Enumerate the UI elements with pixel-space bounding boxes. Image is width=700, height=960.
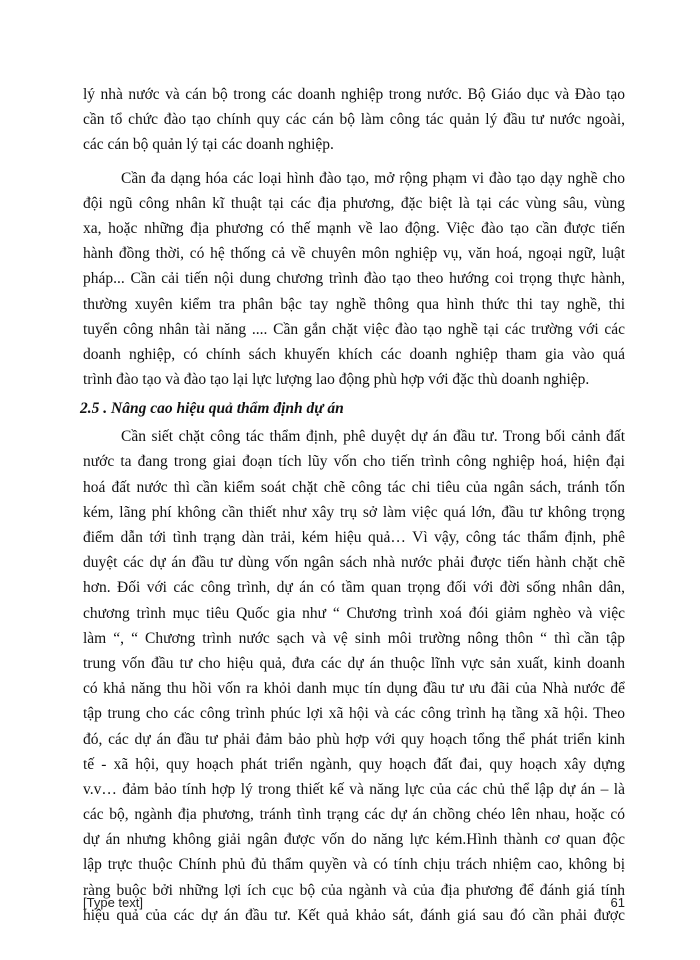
text-line: hành đồng thời, có hệ thống cả về chuyên môn nghiệp vụ, văn hoá, ngoại ngữ, luật <box>83 245 625 263</box>
text-line: cần tổ chức đào tạo chính quy các cán bộ làm công tác quản lý đầu tư nước ngoài, <box>83 111 625 129</box>
footer-placeholder-text: [Type text] <box>83 895 143 910</box>
text-line: hiệu quả của các dự án đầu tư. Kết quả khảo sát, đánh giá sau đó cần phải được <box>83 906 625 924</box>
text-line: ràng buộc bởi những lợi ích cục bộ của ngành và của địa phương để đánh giá tính <box>83 881 625 899</box>
text-line: nước ta đang trong giai đoạn tích lũy vốn cho tiến trình công nghiệp hoá, hiện đại <box>83 453 625 471</box>
text-line: hoá đất nước thì cần kiểm soát chặt chẽ công tác chi tiêu của ngân sách, tránh tốn <box>83 478 625 496</box>
text-line: kém, lãng phí không cần thiết như xây trụ sở làm việc quá lớn, đầu tư không trọng <box>83 503 625 521</box>
paragraph <box>83 82 625 158</box>
text-line: xa, hoặc những địa phương có thế mạnh về lao động. Việc đào tạo cần được tiến <box>83 219 625 237</box>
page-footer <box>83 895 625 910</box>
text-line: duyệt các dự án đầu tư dùng vốn ngân sách nhà nước phải được tiến hành chặt chẽ <box>83 554 625 572</box>
text-line: doanh nghiệp, có chính sách khuyến khích các doanh nghiệp tham gia vào quá <box>83 345 625 363</box>
text-line: điểm dẫn tới tình trạng dàn trải, kém hiệu quả… Vì vậy, công tác thẩm định, phê <box>83 529 625 546</box>
text-line: v.v… đảm bảo tính hợp lý trong thiết kế và năng lực của các chủ thể lập dự án – là <box>83 780 625 798</box>
text-line: dự án nhưng không giải ngân được vốn do năng lực kém.Hình thành cơ quan độc <box>83 831 625 849</box>
text-line: lý nhà nước và cán bộ trong các doanh nghiệp trong nước. Bộ Giáo dục và Đào tạo <box>83 86 625 103</box>
text-line: trung vốn đầu tư cho hiệu quả, đưa các dự án thuộc lĩnh vực sản xuất, kinh doanh <box>83 654 625 672</box>
text-line: các cán bộ quản lý tại các doanh nghiệp. <box>83 136 334 154</box>
text-line: Cần đa dạng hóa các loại hình đào tạo, mở rộng phạm vi đào tạo dạy nghề cho <box>121 169 625 187</box>
text-line: thường xuyên kiểm tra phân bậc tay nghề thông qua hình thức thi tay nghề, thi <box>83 295 625 313</box>
text-line: pháp... Cần cải tiến nội dung chương trình đào tạo theo hướng coi trọng thực hành, <box>83 270 625 288</box>
paragraph <box>83 166 625 393</box>
text-line: làm “, “ Chương trình nước sạch và vệ sinh môi trường nông thôn “ thì cần tập <box>83 629 625 647</box>
page-number: 61 <box>610 895 625 910</box>
text-line: tập trung cho các công trình phúc lợi xã hội và các công trình hạ tầng xã hội. Theo <box>83 705 625 723</box>
text-line: lập trực thuộc Chính phủ đủ thẩm quyền và có tính chịu trách nhiệm cao, không bị <box>83 856 625 874</box>
text-line: đó, các dự án đầu tư phải đảm bảo phù hợp với quy hoạch tổng thể phát triển kinh <box>83 730 625 748</box>
section-heading: 2.5 . Nâng cao hiệu quả thẩm định dự án <box>80 400 344 418</box>
text-line: tuyển công nhân tài năng .... Cần gắn chặt việc đào tạo nghề tại các trường với các <box>83 320 625 338</box>
document-body <box>80 82 625 928</box>
text-line: có khả năng thu hồi vốn ra khỏi danh mục tín dụng đầu tư ưu đãi của Nhà nước để <box>83 680 625 698</box>
paragraph <box>83 424 625 928</box>
text-line: hơn. Đối với các công trình, dự án có tầm quan trọng đối với đời sống nhân dân, <box>83 579 625 597</box>
text-line: Cần siết chặt công tác thẩm định, phê duyệt dự án đầu tư. Trong bối cảnh đất <box>121 428 625 446</box>
text-line: tế - xã hội, quy hoạch phát triển ngành, quy hoạch đất đai, quy hoạch xây dựng <box>83 755 625 773</box>
text-line: chương trình mục tiêu Quốc gia như “ Chương trình xoá đói giảm nghèo và việc <box>83 604 625 622</box>
text-line: trình đào tạo và đào tạo lại lực lượng lao động phù hợp với đặc thù doanh nghiệp. <box>83 371 590 389</box>
text-line: các bộ, ngành địa phương, tránh tình trạng các dự án chồng chéo lên nhau, hoặc có <box>83 806 625 824</box>
text-line: đội ngũ công nhân kĩ thuật tại các địa phương, đặc biệt là tại các vùng sâu, vùng <box>83 194 625 212</box>
